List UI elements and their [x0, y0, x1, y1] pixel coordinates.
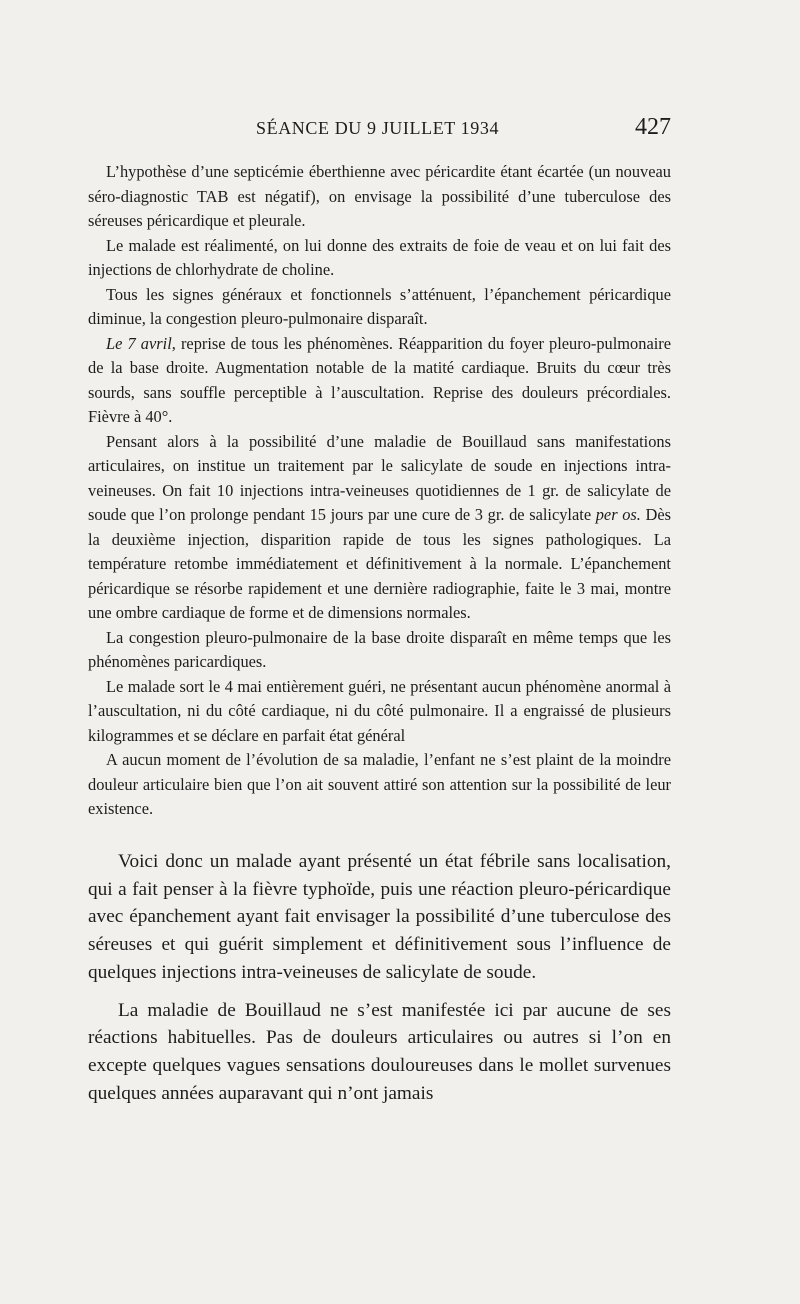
note-paragraph: L’hypothèse d’une septicémie éberthienne avec péricardite étant écartée (un nouveau séro-diagnostic TAB est négatif), on envisage la possibilité d’une tuberculose des séreuses péricardique et pleurale. — [88, 162, 671, 230]
latin-phrase: per os. — [595, 505, 641, 524]
note-paragraph: Le malade est réalimenté, on lui donne des extraits de foie de veau et on lui fait des injections de chlorhydrate de choline. — [88, 235, 671, 279]
note-paragraph: Le malade sort le 4 mai entièrement guéri, ne présentant aucun phénomène anormal à l’auscultation, ni du côté cardiaque, ni du côté pulmonaire. Il a engraissé de plusieurs kilogrammes et se déclare en parfait état général — [88, 676, 671, 745]
running-title: SÉANCE DU 9 JUILLET 1934 — [256, 118, 500, 138]
note-text: Dès la deuxième injection, disparition rapide de tous les signes pathologiques. La température retombe immédiatement et définitivement à la normale. L’épanchement péricardique se résorbe rapidement et une dernière radiographie, faite le 3 mai, montre une ombre cardiaque de forme et de dimensions normales. — [88, 505, 671, 622]
note-paragraph: Tous les signes généraux et fonctionnels s’atténuent, l’épanchement péricardique diminue, la congestion pleuro-pulmonaire disparaît. — [88, 284, 671, 328]
note-paragraph — [88, 332, 671, 430]
note-text: reprise de tous les phénomènes. Réapparition du foyer pleuro-pulmonaire de la base droite. Augmentation notable de la matité cardiaque. Bruits du cœur très sourds, sans souffle perceptible à l’auscultation. Reprise des douleurs précordiales. Fièvre à 40°. — [88, 333, 672, 426]
note-paragraph — [88, 430, 671, 626]
case-notes — [88, 160, 671, 822]
main-paragraph: La maladie de Bouillaud ne s’est manifestée ici par aucune de ses réactions habituelles. Pas de douleurs articulaires ou autres si l’on en excepte quelques vagues sensations douloureuses dans le mollet survenues quelques années auparavant qui n’ont jamais — [88, 999, 671, 1104]
main-paragraph: Voici donc un malade ayant présenté un état fébrile sans localisation, qui a fait penser à la fièvre typhoïde, puis une réaction pleuro-péricardique avec épanchement ayant fait envisager la possibilité d’une tuberculose des séreuses et qui guérit simplement et définitivement sous l’influence de quelques injections intra-veineuses de salicylate de soude. — [88, 851, 671, 983]
main-text — [88, 848, 671, 1117]
note-text: Pensant alors à la possibilité d’une maladie de Bouillaud sans manifestations articulaires, on institue un traitement par le salicylate de soude en injections intra-veineuses. On fait 10 injections intra-veineuses quotidiennes de 1 gr. de salicylate de soude que l’on prolonge pendant 15 jours par une cure de 3 gr. de salicylate — [88, 431, 671, 524]
note-paragraph: La congestion pleuro-pulmonaire de la base droite disparaît en même temps que les phénomènes paricardiques. — [88, 627, 671, 671]
page-number: 427 — [635, 114, 671, 140]
running-head — [88, 114, 671, 144]
date-lead: Le 7 avril, — [106, 333, 176, 353]
note-paragraph: A aucun moment de l’évolution de sa maladie, l’enfant ne s’est plaint de la moindre douleur articulaire bien que l’on ait souvent attiré son attention sur la possibilité de leur existence. — [88, 750, 671, 818]
